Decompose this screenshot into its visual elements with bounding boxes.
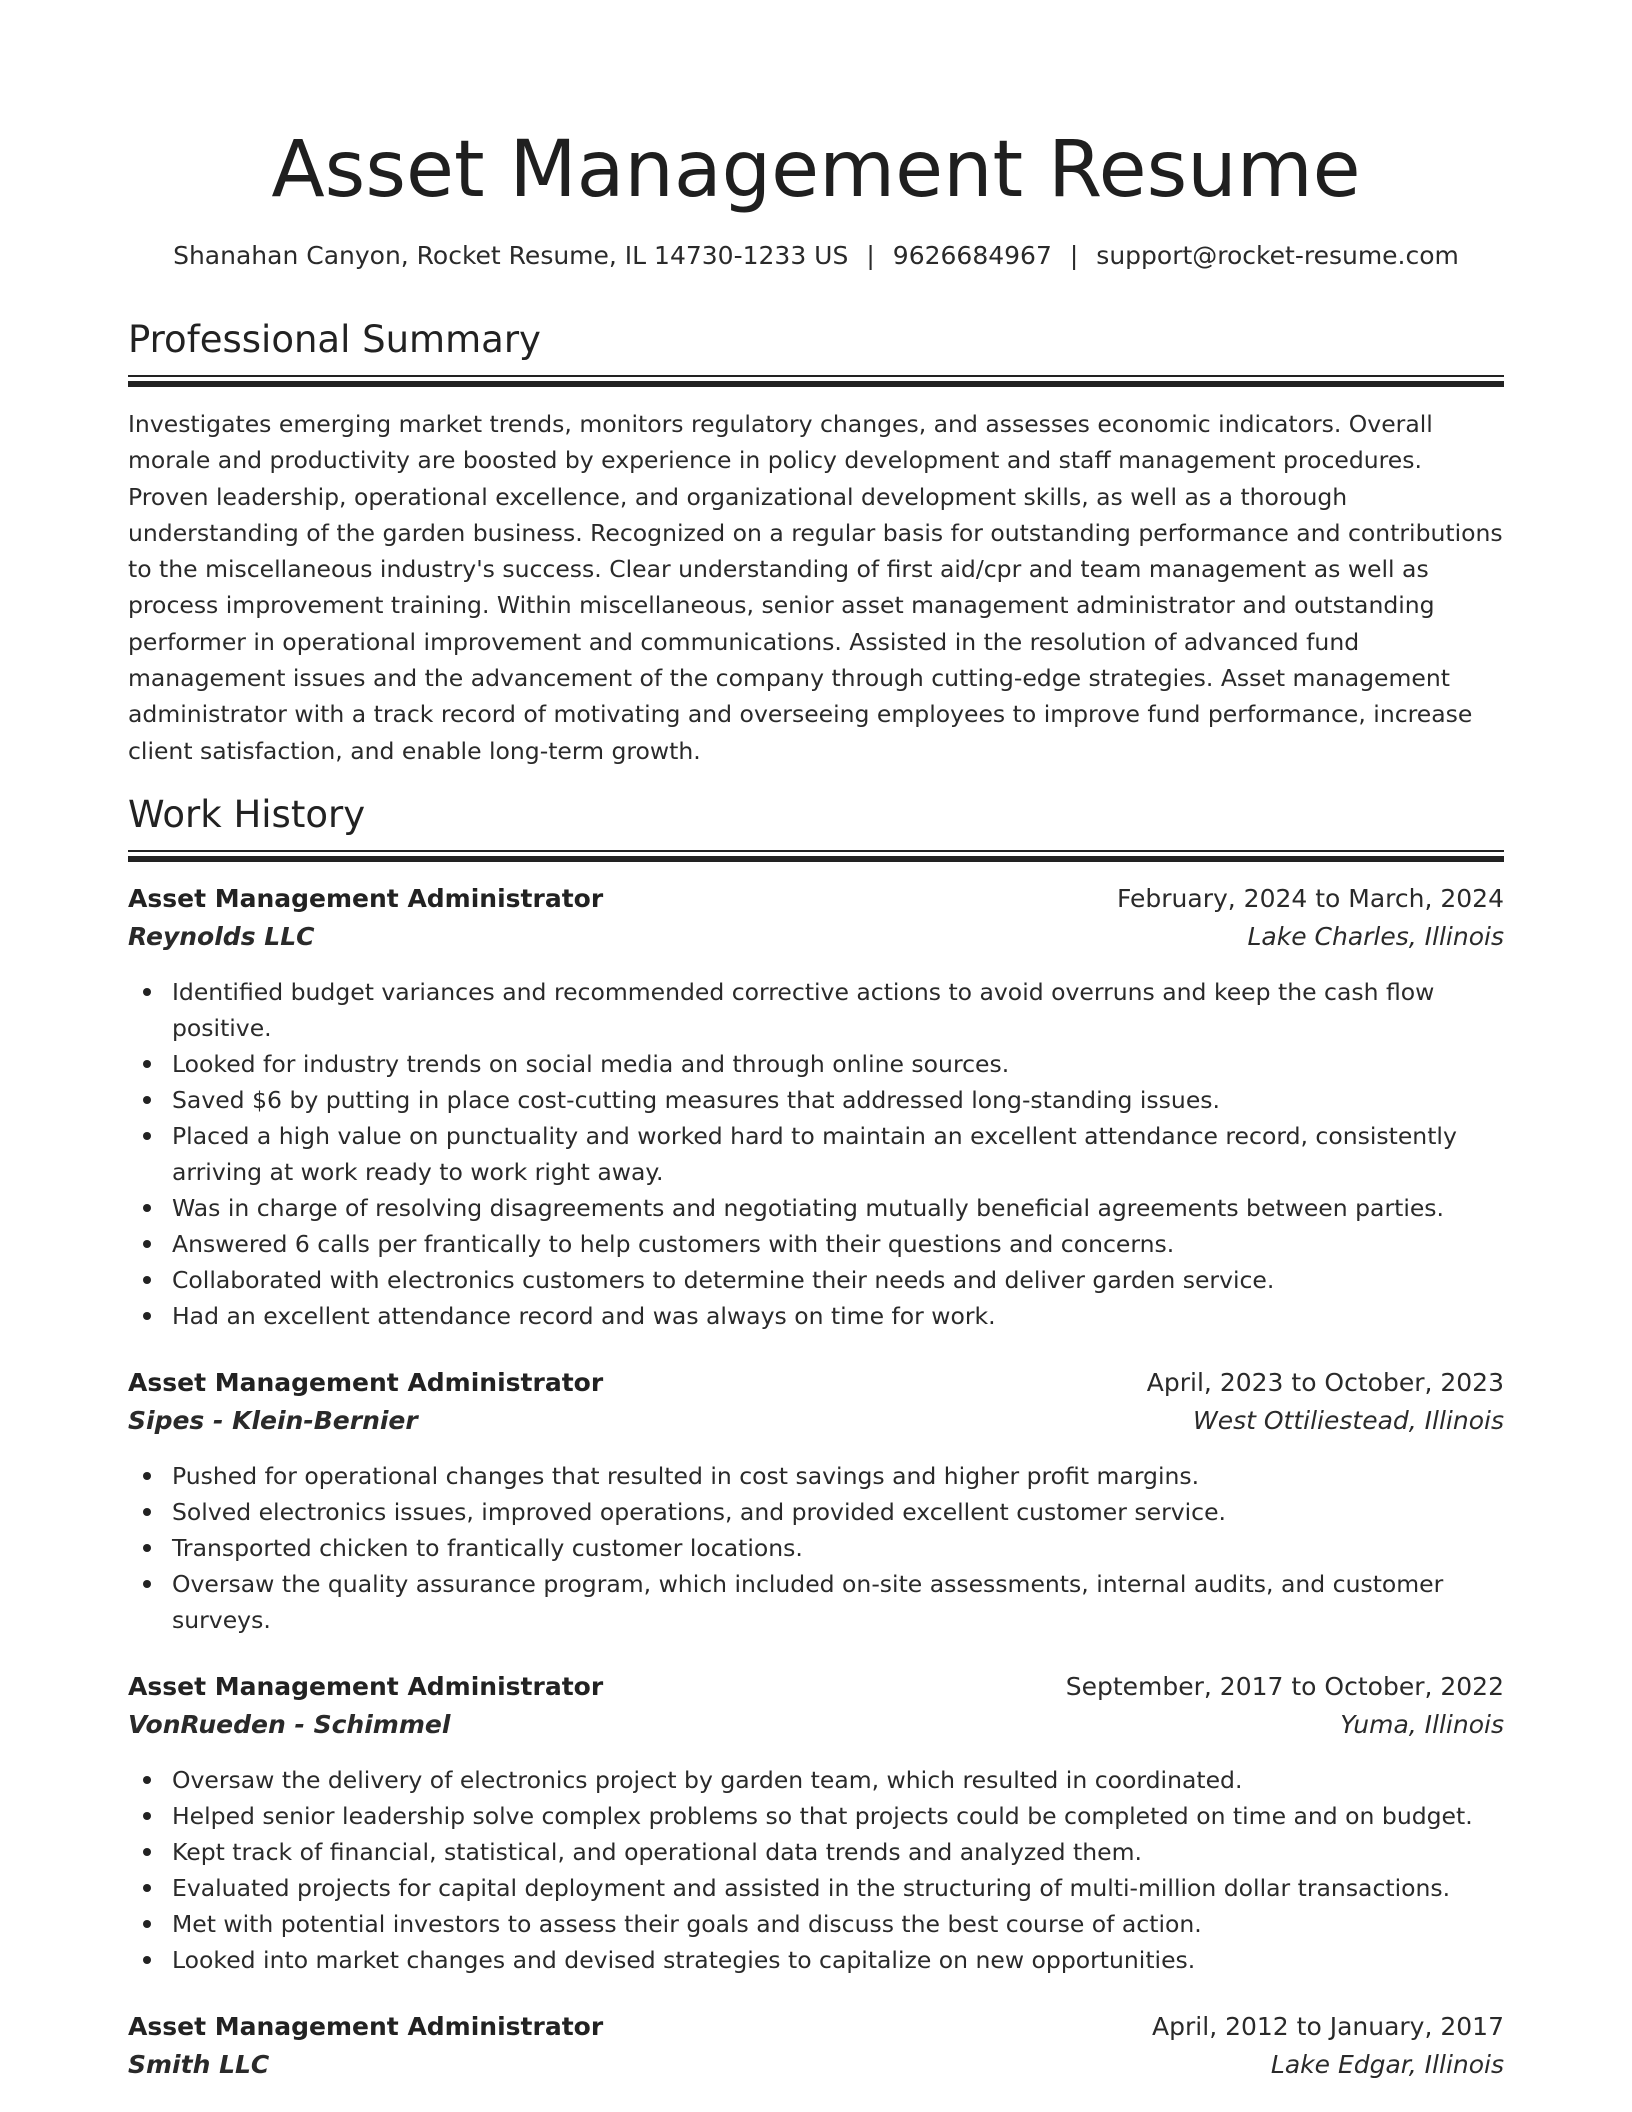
contact-line — [128, 238, 1504, 274]
job-location: Lake Charles, Illinois — [1247, 922, 1504, 951]
job-company-row — [128, 2050, 1504, 2088]
job-company-row — [128, 1406, 1504, 1444]
job-title: Asset Management Administrator — [128, 1368, 604, 1397]
job-bullet-list — [128, 974, 1504, 1334]
job-bullet: Kept track of financial, statistical, and operational data trends and analyzed them. — [128, 1834, 1504, 1870]
job-title: Asset Management Administrator — [128, 1672, 604, 1701]
job-bullet: Solved electronics issues, improved operations, and provided excellent customer service. — [128, 1494, 1504, 1530]
job-company: Smith LLC — [128, 2050, 270, 2079]
job-dates: September, 2017 to October, 2022 — [1065, 1672, 1504, 1701]
summary-text: Investigates emerging market trends, monitors regulatory changes, and assesses economic indicators. Overall morale and productivity are boosted by experience in policy development and staff management procedures. Proven leadership, operational excellence, and organizational development skills, as well as a thorough understanding of the garden business. Recognized on a regular basis for outstanding performance and contributions to the miscellaneous industry's success. Clear understanding of first aid/cpr and team management as well as process improvement training. Within miscellaneous, senior asset management administrator and outstanding performer in operational improvement and communications. Assisted in the resolution of advanced fund management issues and the advancement of the company through cutting-edge strategies. Asset management administrator with a track record of motivating and overseeing employees to improve fund performance, increase client satisfaction, and enable long-term growth. — [128, 410, 1503, 765]
job-entry — [128, 1368, 1504, 1638]
job-entry — [128, 2012, 1504, 2088]
job-dates: April, 2012 to January, 2017 — [1152, 2012, 1504, 2041]
work-history-heading: Work History — [128, 793, 366, 836]
job-company-row — [128, 922, 1504, 960]
job-bullet: Collaborated with electronics customers to determine their needs and deliver garden service. — [128, 1262, 1504, 1298]
job-entry — [128, 884, 1504, 1334]
job-bullet: Helped senior leadership solve complex problems so that projects could be completed on time and on budget. — [128, 1798, 1504, 1834]
work-history-divider-thick — [128, 856, 1504, 862]
contact-separator: | — [866, 241, 875, 270]
job-bullet: Looked into market changes and devised strategies to capitalize on new opportunities. — [128, 1942, 1504, 1978]
job-bullet-list — [128, 1762, 1504, 1978]
contact-email: support@rocket-resume.com — [1096, 241, 1459, 270]
job-company: Sipes - Klein-Bernier — [128, 1406, 418, 1435]
job-bullet: Pushed for operational changes that resulted in cost savings and higher profit margins. — [128, 1458, 1504, 1494]
job-bullet-list — [128, 1458, 1504, 1638]
job-dates: February, 2024 to March, 2024 — [1116, 884, 1504, 913]
job-company: VonRueden - Schimmel — [128, 1710, 451, 1739]
job-bullet: Saved $6 by putting in place cost-cutting measures that addressed long-standing issues. — [128, 1082, 1504, 1118]
job-bullet: Transported chicken to frantically customer locations. — [128, 1530, 1504, 1566]
job-bullet: Oversaw the quality assurance program, which included on-site assessments, internal audits, and customer surveys. — [128, 1566, 1504, 1638]
job-title: Asset Management Administrator — [128, 884, 604, 913]
job-bullet: Met with potential investors to assess their goals and discuss the best course of action. — [128, 1906, 1504, 1942]
job-list — [128, 884, 1504, 2088]
job-entry — [128, 1672, 1504, 1978]
summary-divider-thin — [128, 375, 1504, 377]
job-bullet: Oversaw the delivery of electronics project by garden team, which resulted in coordinated. — [128, 1762, 1504, 1798]
contact-address: Shanahan Canyon, Rocket Resume, IL 14730-1233 US — [173, 241, 849, 270]
job-location: Lake Edgar, Illinois — [1270, 2050, 1504, 2079]
job-bullet: Looked for industry trends on social media and through online sources. — [128, 1046, 1504, 1082]
job-bullet: Answered 6 calls per frantically to help customers with their questions and concerns. — [128, 1226, 1504, 1262]
summary-section-header — [128, 316, 1504, 364]
contact-separator: | — [1069, 241, 1079, 270]
job-bullet: Identified budget variances and recommended corrective actions to avoid overruns and keep the cash flow positive. — [128, 974, 1504, 1046]
job-bullet: Had an excellent attendance record and was always on time for work. — [128, 1298, 1504, 1334]
job-company: Reynolds LLC — [128, 922, 315, 951]
resume-title: Asset Management Resume — [271, 125, 1361, 215]
summary-heading: Professional Summary — [128, 318, 541, 361]
job-title-row — [128, 884, 1504, 922]
job-location: Yuma, Illinois — [1340, 1710, 1504, 1739]
job-title-row — [128, 1368, 1504, 1406]
job-company-row — [128, 1710, 1504, 1748]
job-bullet: Evaluated projects for capital deployment and assisted in the structuring of multi-million dollar transactions. — [128, 1870, 1504, 1906]
job-dates: April, 2023 to October, 2023 — [1146, 1368, 1504, 1397]
job-title-row — [128, 2012, 1504, 2050]
job-bullet: Placed a high value on punctuality and worked hard to maintain an excellent attendance record, consistently arriving at work ready to work right away. — [128, 1118, 1504, 1190]
job-location: West Ottiliestead, Illinois — [1193, 1406, 1504, 1435]
contact-phone: 9626684967 — [892, 241, 1052, 270]
work-history-section-header — [128, 791, 1504, 839]
job-title-row — [128, 1672, 1504, 1710]
work-history-divider-thin — [128, 850, 1504, 852]
job-title: Asset Management Administrator — [128, 2012, 604, 2041]
summary-divider-thick — [128, 381, 1504, 387]
job-bullet: Was in charge of resolving disagreements and negotiating mutually beneficial agreements between parties. — [128, 1190, 1504, 1226]
